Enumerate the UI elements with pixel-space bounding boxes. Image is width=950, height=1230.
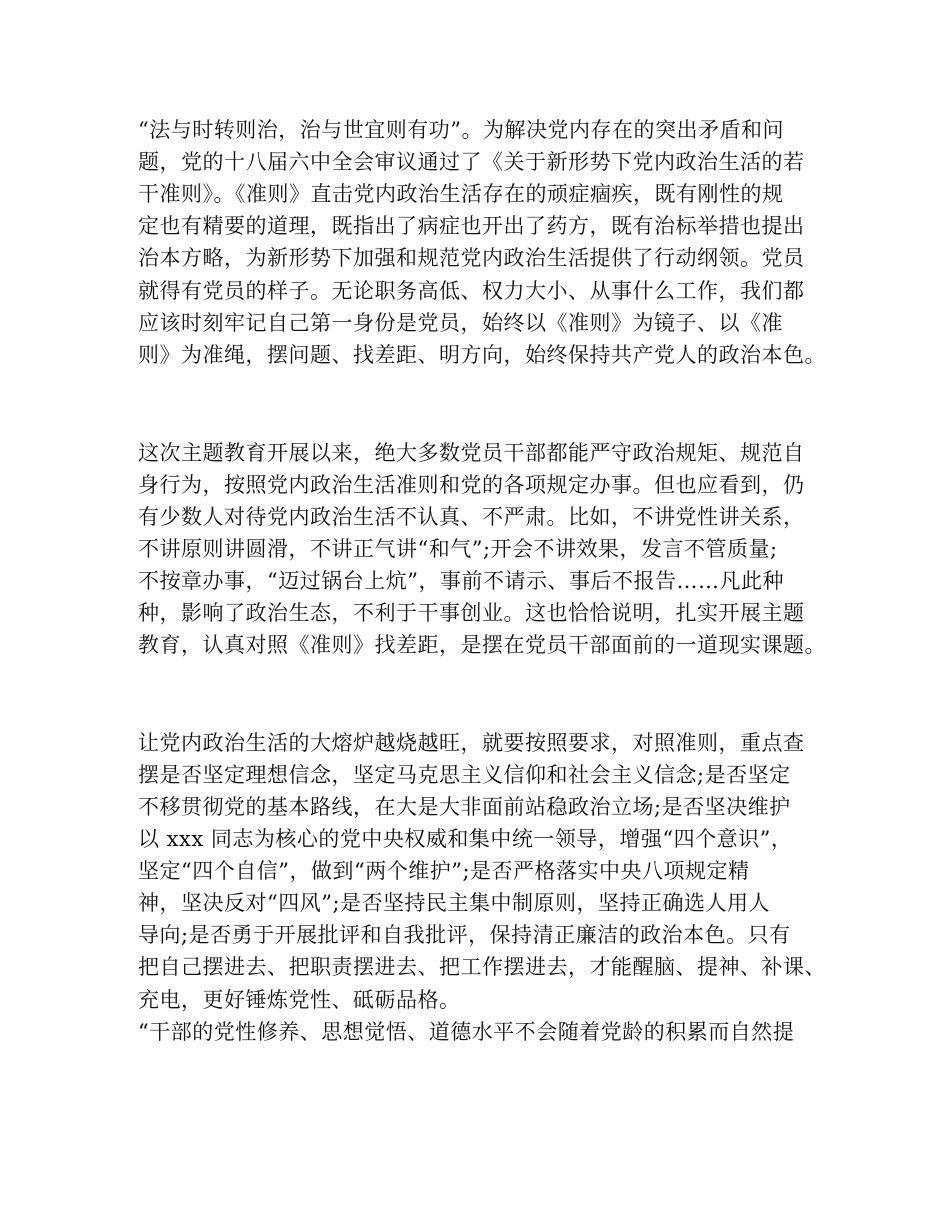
paragraph-2-line-1: 这次主题教育开展以来，绝大多数党员干部都能严守政治规矩、规范自 — [138, 441, 805, 465]
paragraph-1-line-1: “法与时转则治，治与世宜则有功”。为解决党内存在的突出矛盾和问 — [138, 118, 784, 142]
paragraph-3-line-7: 导向;是否勇于开展批评和自我批评，保持清正廉洁的政治本色。只有 — [138, 923, 791, 947]
paragraph-1-line-4: 定也有精要的道理，既指出了病症也开出了药方，既有治标举措也提出 — [138, 214, 805, 238]
paragraph-1-line-8: 则》为准绳，摆问题、找差距、明方向，始终保持共产党人的政治本色。 — [138, 343, 826, 367]
paragraph-3-line-5: 坚定“四个自信”，做到“两个维护”;是否严格落实中央八项规定精 — [138, 859, 750, 883]
paragraph-3-line-3: 不移贯彻党的基本路线，在大是大非面前站稳政治立场;是否坚决维护 — [138, 795, 791, 819]
paragraph-1-line-6: 就得有党员的样子。无论职务高低、权力大小、从事什么工作，我们都 — [138, 279, 805, 303]
paragraph-2-line-2: 身行为，按照党内政治生活准则和党的各项规定办事。但也应看到，仍 — [138, 473, 805, 497]
paragraph-2-line-5: 不按章办事，“迈过锅台上炕”，事前不请示、事后不报告……凡此种 — [138, 569, 784, 593]
paragraph-3-line-9: 充电，更好锤炼党性、砥砺品格。 — [138, 988, 461, 1012]
paragraph-2-line-6: 种，影响了政治生态，不利于干事创业。这也恰恰说明，扎实开展主题 — [138, 601, 805, 625]
paragraph-1-line-5: 治本方略，为新形势下加强和规范党内政治生活提供了行动纲领。党员 — [138, 246, 805, 270]
paragraph-3-line-6: 神，坚决反对“四风”;是否坚持民主集中制原则，坚持正确选人用人 — [138, 891, 771, 915]
paragraph-3-line-8: 把自己摆进去、把职责摆进去、把工作摆进去，才能醒脑、提神、补课、 — [138, 955, 826, 979]
paragraph-3-line-2: 摆是否坚定理想信念，坚定马克思主义信仰和社会主义信念;是否坚定 — [138, 763, 791, 787]
paragraph-2-line-4: 不讲原则讲圆滑，不讲正气讲“和气”;开会不讲效果，发言不管质量; — [138, 537, 778, 561]
paragraph-2-line-3: 有少数人对待党内政治生活不认真、不严肃。比如，不讲党性讲关系， — [138, 505, 805, 529]
paragraph-3-line-10: “干部的党性修养、思想觉悟、道德水平不会随着党龄的积累而自然提 — [138, 1020, 795, 1044]
paragraph-1-line-3: 干准则》。《准则》直击党内政治生活存在的顽症痼疾，既有刚性的规 — [138, 182, 784, 206]
paragraph-3-line-4: 以 xxx 同志为核心的党中央权威和集中统一领导，增强“四个意识”， — [138, 827, 793, 851]
paragraph-2-line-7: 教育，认真对照《准则》找差距，是摆在党员干部面前的一道现实课题。 — [138, 633, 826, 657]
paragraph-1-line-2: 题，党的十八届六中全会审议通过了《关于新形势下党内政治生活的若 — [138, 150, 805, 174]
paragraph-1-line-7: 应该时刻牢记自己第一身份是党员，始终以《准则》为镜子、以《准 — [138, 311, 783, 335]
paragraph-3-line-1: 让党内政治生活的大熔炉越烧越旺，就要按照要求，对照准则，重点查 — [138, 731, 805, 755]
